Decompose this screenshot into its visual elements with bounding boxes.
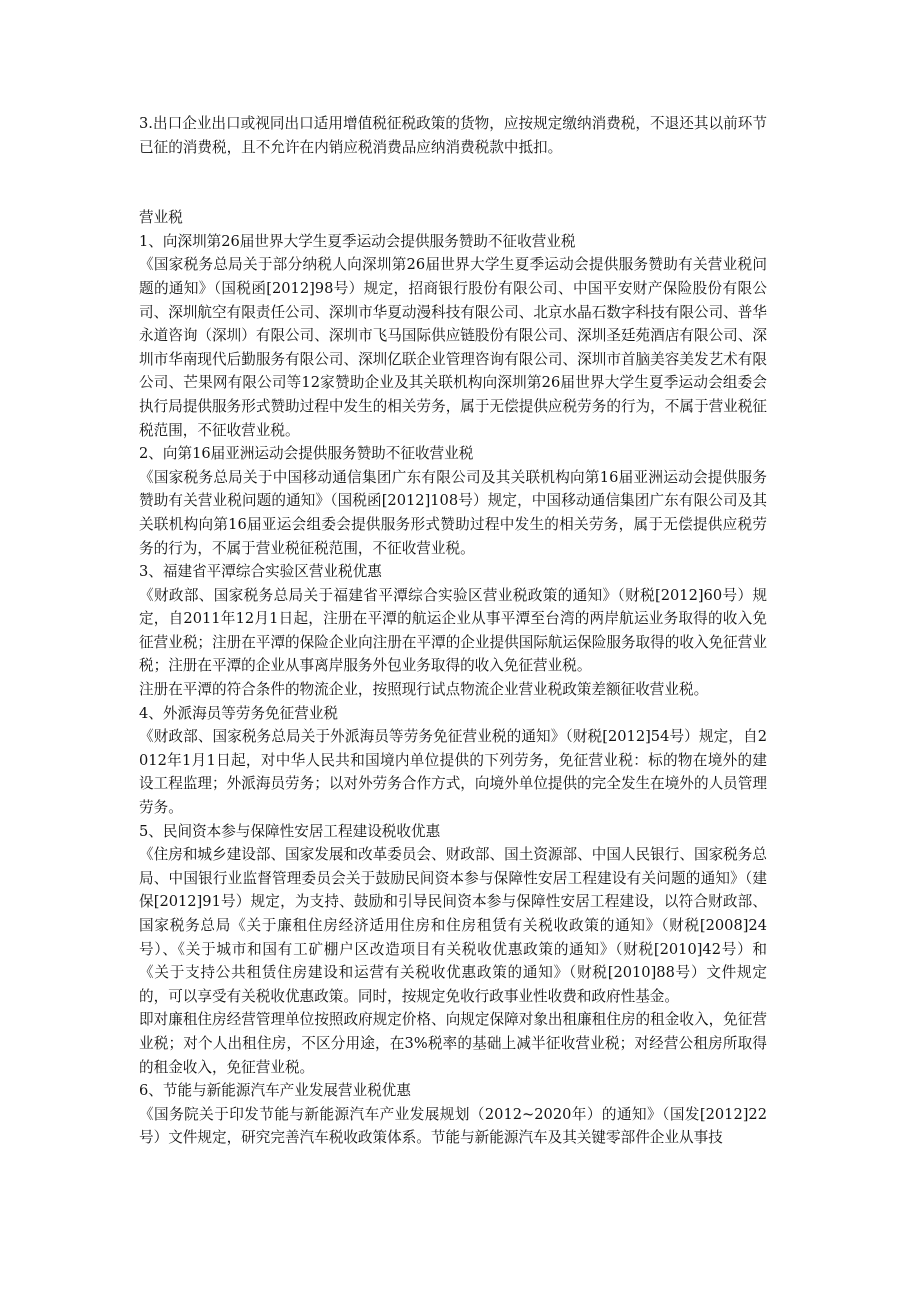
item-heading: 2、向第16届亚洲运动会提供服务赞助不征收营业税	[139, 445, 474, 463]
paragraph-spacer	[139, 159, 767, 206]
item-paragraph: 《财政部、国家税务总局关于外派海员等劳务免征营业税的通知》（财税[2012]54号）规定，自2012年1月1日起，对中华人民共和国境内单位提供的下列劳务，免征营业税：标的物在境外的建设工程监理；外派海员劳务；以对外劳务合作方式，向境外单位提供的完全发生在境外的人员管理劳务。	[139, 728, 767, 817]
intro-paragraph: 3.出口企业出口或视同出口适用增值税征税政策的货物，应按规定缴纳消费税，不退还其以前环节已征的消费税，且不允许在内销应税消费品应纳消费税款中抵扣。	[139, 115, 767, 156]
item-paragraph: 《国家税务总局关于部分纳税人向深圳第26届世界大学生夏季运动会提供服务赞助有关营业税问题的通知》（国税函[2012]98号）规定，招商银行股份有限公司、中国平安财产保险股份有限公司、深圳航空有限责任公司、深圳市华夏动漫科技有限公司、北京水晶石数字科技有限公司、普华永道咨询（深圳）有限公司、深圳市飞马国际供应链股份有限公司、深圳圣廷苑酒店有限公司、深圳市华南现代后勤服务有限公司、深圳亿联企业管理咨询有限公司、深圳市首脑美容美发艺术有限公司、芒果网有限公司等12家赞助企业及其关联机构向深圳第26届世界大学生夏季运动会组委会执行局提供服务形式赞助过程中发生的相关劳务，属于无偿提供应税劳务的行为，不属于营业税征税范围，不征收营业税。	[139, 256, 767, 439]
item-paragraph: 注册在平潭的符合条件的物流企业，按照现行试点物流企业营业税政策差额征收营业税。	[139, 681, 709, 699]
item-heading: 3、福建省平潭综合实验区营业税优惠	[139, 563, 382, 581]
document-body	[139, 112, 767, 1150]
item-paragraph: 《国家税务总局关于中国移动通信集团广东有限公司及其关联机构向第16届亚洲运动会提供服务赞助有关营业税问题的通知》（国税函[2012]108号）规定，中国移动通信集团广东有限公司及其关联机构向第16届亚运会组委会提供服务形式赞助过程中发生的相关劳务，属于无偿提供应税劳务的行为，不属于营业税征税范围，不征收营业税。	[139, 468, 767, 557]
item-heading: 5、民间资本参与保障性安居工程建设税收优惠	[139, 822, 441, 840]
item-paragraph: 《住房和城乡建设部、国家发展和改革委员会、财政部、国土资源部、中国人民银行、国家税务总局、中国银行业监督管理委员会关于鼓励民间资本参与保障性安居工程建设有关问题的通知》（建保[2012]91号）规定，为支持、鼓励和引导民间资本参与保障性安居工程建设，以符合财政部、国家税务总局《关于廉租住房经济适用住房和住房租赁有关税收政策的通知》（财税[2008]24号）、《关于城市和国有工矿棚户区改造项目有关税收优惠政策的通知》（财税[2010]42号）和《关于支持公共租赁住房建设和运营有关税收优惠政策的通知》（财税[2010]88号）文件规定的，可以享受有关税收优惠政策。同时，按规定免收行政事业性收费和政府性基金。	[139, 846, 767, 1005]
item-heading: 1、向深圳第26届世界大学生夏季运动会提供服务赞助不征收营业税	[139, 232, 576, 250]
item-heading: 4、外派海员等劳务免征营业税	[139, 704, 339, 722]
item-heading: 6、节能与新能源汽车产业发展营业税优惠	[139, 1082, 411, 1100]
item-paragraph: 《国务院关于印发节能与新能源汽车产业发展规划（2012~2020年）的通知》（国发[2012]22号）文件规定，研究完善汽车税收政策体系。节能与新能源汽车及其关键零部件企业从事技	[139, 1105, 767, 1147]
section-title: 营业税	[139, 209, 183, 227]
item-paragraph: 《财政部、国家税务总局关于福建省平潭综合实验区营业税政策的通知》（财税[2012]60号）规定，自2011年12月1日起，注册在平潭的航运企业从事平潭至台湾的两岸航运业务取得的收入免征营业税；注册在平潭的保险企业向注册在平潭的企业提供国际航运保险服务取得的收入免征营业税；注册在平潭的企业从事离岸服务外包业务取得的收入免征营业税。	[139, 586, 767, 675]
item-paragraph: 即对廉租住房经营管理单位按照政府规定价格、向规定保障对象出租廉租住房的租金收入，免征营业税；对个人出租住房，不区分用途，在3%税率的基础上减半征收营业税；对经营公租房所取得的租金收入，免征营业税。	[139, 1011, 767, 1076]
